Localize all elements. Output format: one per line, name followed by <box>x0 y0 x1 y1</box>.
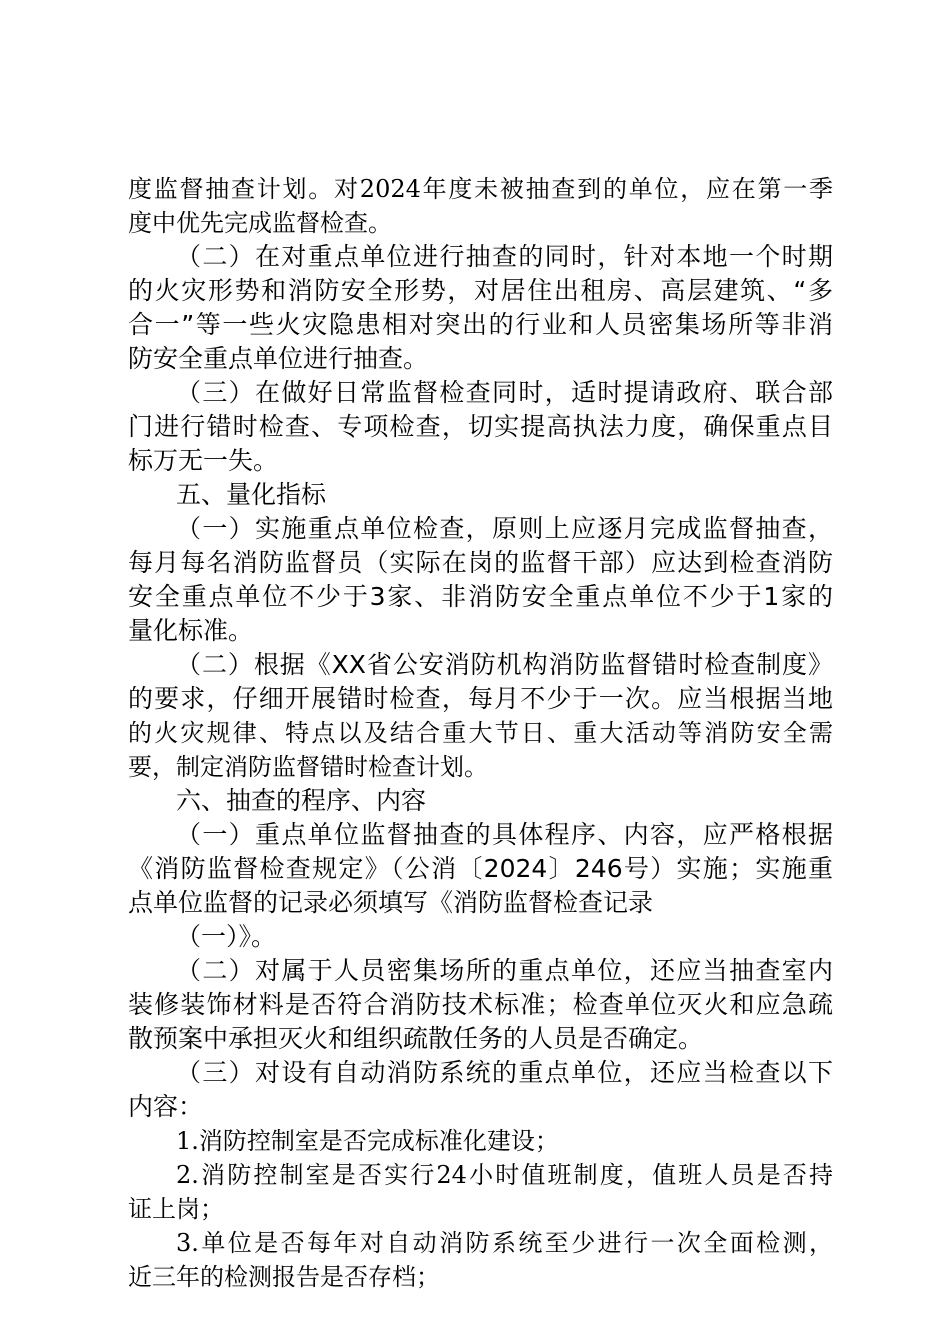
text-line: 防安全重点单位进行抽查。 <box>128 344 429 373</box>
paragraph-first-line: （一）重点单位监督抽查的具体程序、内容，应严格根据 <box>176 820 833 849</box>
list-item: 2.消防控制室是否实行24小时值班制度，值班人员是否持 <box>176 1161 833 1189</box>
section-heading: 五、量化指标 <box>176 480 327 509</box>
text-line: 每月每名消防监督员（实际在岗的监督干部）应达到检查消防 <box>128 548 833 577</box>
paragraph-first-line: （二）根据《XX省公安消防机构消防监督错时检查制度》 <box>176 650 833 679</box>
text-line: 度中优先完成监督检查。 <box>128 209 392 237</box>
text-line: 的火灾形势和消防安全形势，对居住出租房、高层建筑、“多 <box>128 276 833 305</box>
text-line: 要，制定消防监督错时检查计划。 <box>128 753 488 781</box>
text-line: 标万无一失。 <box>128 446 279 475</box>
text-line: （一）》。 <box>176 922 277 951</box>
text-line: 装修装饰材料是否符合消防技术标准；检查单位灭火和应急疏 <box>128 990 833 1019</box>
paragraph-first-line: （三）在做好日常监督检查同时，适时提请政府、联合部 <box>176 378 833 407</box>
text-line: 合一”等一些火灾隐患相对突出的行业和人员密集场所等非消 <box>128 310 833 339</box>
text-line: 点单位监督的记录必须填写《消防监督检查记录 <box>128 888 654 917</box>
text-line: 内容： <box>128 1092 204 1121</box>
section-heading: 六、抽查的程序、内容 <box>176 786 427 815</box>
paragraph-first-line: （一）实施重点单位检查，原则上应逐月完成监督抽查， <box>176 514 833 543</box>
text-line: 安全重点单位不少于3家、非消防安全重点单位不少于1家的 <box>128 582 833 611</box>
paragraph-first-line: （二）对属于人员密集场所的重点单位，还应当抽查室内 <box>176 956 833 985</box>
text-line: 证上岗； <box>128 1195 224 1223</box>
text-line: 量化标准。 <box>128 616 254 645</box>
text-line: 门进行错时检查、专项检查，切实提高执法力度，确保重点目 <box>128 412 833 441</box>
list-item: 1.消防控制室是否完成标准化建设； <box>176 1127 559 1155</box>
text-line: 度监督抽查计划。对2024年度未被抽查到的单位，应在第一季 <box>128 175 833 203</box>
text-line: 的要求，仔细开展错时检查，每月不少于一次。应当根据当地 <box>128 684 833 713</box>
text-line: 近三年的检测报告是否存档； <box>128 1263 440 1291</box>
text-line: 散预案中承担灭火和组织疏散任务的人员是否确定。 <box>128 1024 704 1053</box>
paragraph-first-line: （二）在对重点单位进行抽查的同时，针对本地一个时期 <box>176 242 833 271</box>
paragraph-first-line: （三）对设有自动消防系统的重点单位，还应当检查以下 <box>176 1058 833 1087</box>
text-line: 的火灾规律、特点以及结合重大节日、重大活动等消防安全需 <box>128 719 833 747</box>
list-item: 3.单位是否每年对自动消防系统至少进行一次全面检测， <box>176 1229 833 1257</box>
text-line: 《消防监督检查规定》（公消〔2024〕246号）实施；实施重 <box>128 854 833 883</box>
